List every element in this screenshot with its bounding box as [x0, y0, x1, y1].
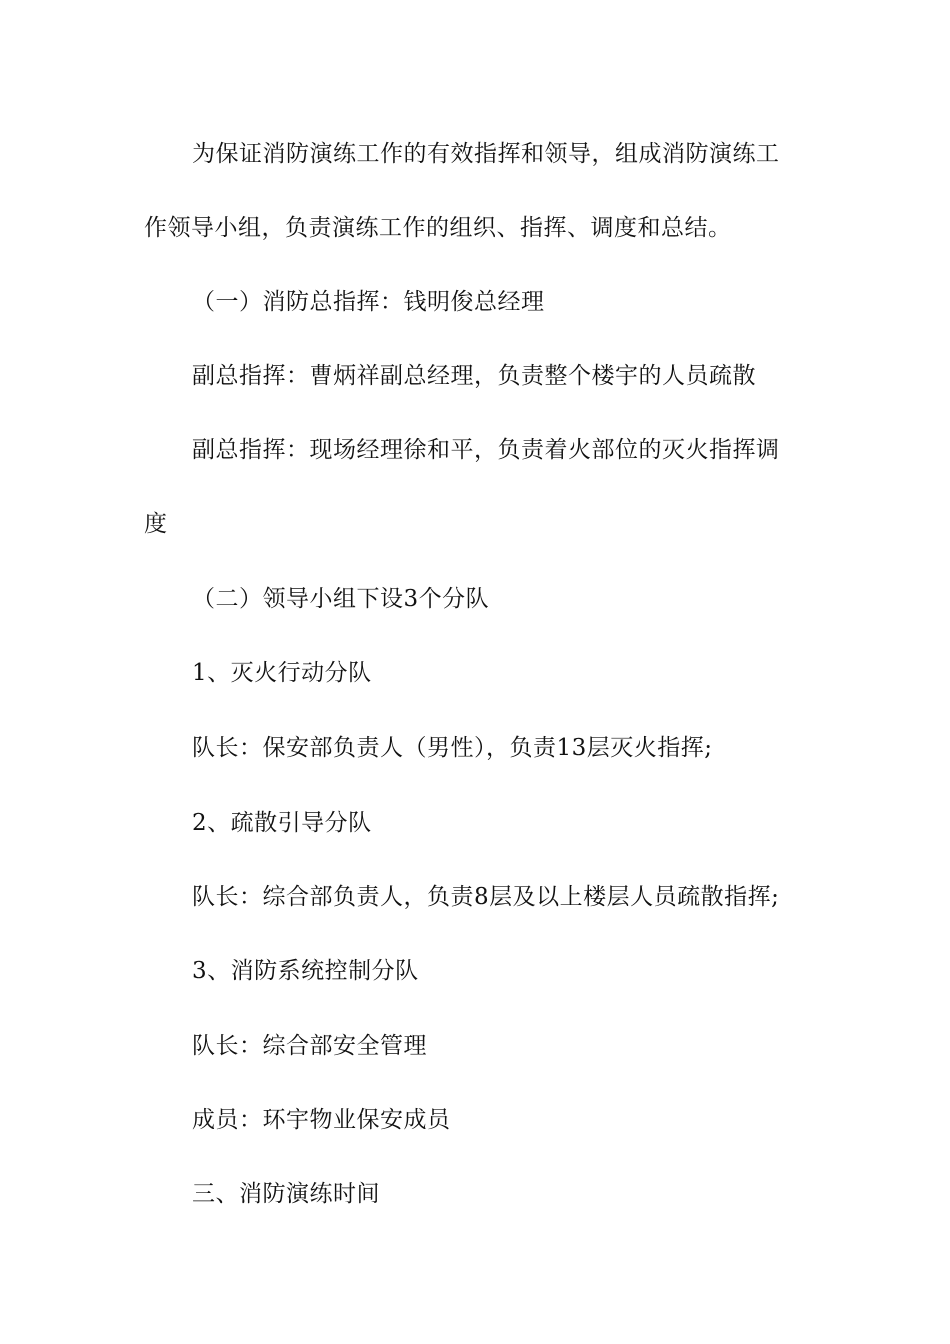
team-3-leader: 队长：综合部安全管理 — [192, 1033, 427, 1059]
section-teams-heading: （二）领导小组下设3个分队 — [192, 586, 490, 612]
team-2-leader: 队长：综合部负责人，负责8层及以上楼层人员疏散指挥; — [192, 884, 780, 910]
section-commander: （一）消防总指挥：钱明俊总经理 — [192, 289, 545, 315]
team-2-heading: 2、疏散引导分队 — [192, 810, 372, 836]
deputy-commander-1: 副总指挥：曹炳祥副总经理，负责整个楼宇的人员疏散 — [192, 363, 756, 389]
paragraph-intro-line-1: 为保证消防演练工作的有效指挥和领导，组成消防演练工 — [192, 141, 780, 167]
deputy-commander-2-line-2: 度 — [144, 511, 168, 537]
team-1-heading: 1、灭火行动分队 — [192, 660, 372, 686]
team-3-members: 成员：环宇物业保安成员 — [192, 1107, 451, 1133]
section-drill-time-heading: 三、消防演练时间 — [192, 1181, 380, 1207]
deputy-commander-2-line-1: 副总指挥：现场经理徐和平，负责着火部位的灭火指挥调 — [192, 437, 780, 463]
paragraph-intro-line-2: 作领导小组，负责演练工作的组织、指挥、调度和总结。 — [144, 215, 732, 241]
team-3-heading: 3、消防系统控制分队 — [192, 958, 419, 984]
team-1-leader: 队长：保安部负责人（男性），负责13层灭火指挥; — [192, 735, 713, 761]
